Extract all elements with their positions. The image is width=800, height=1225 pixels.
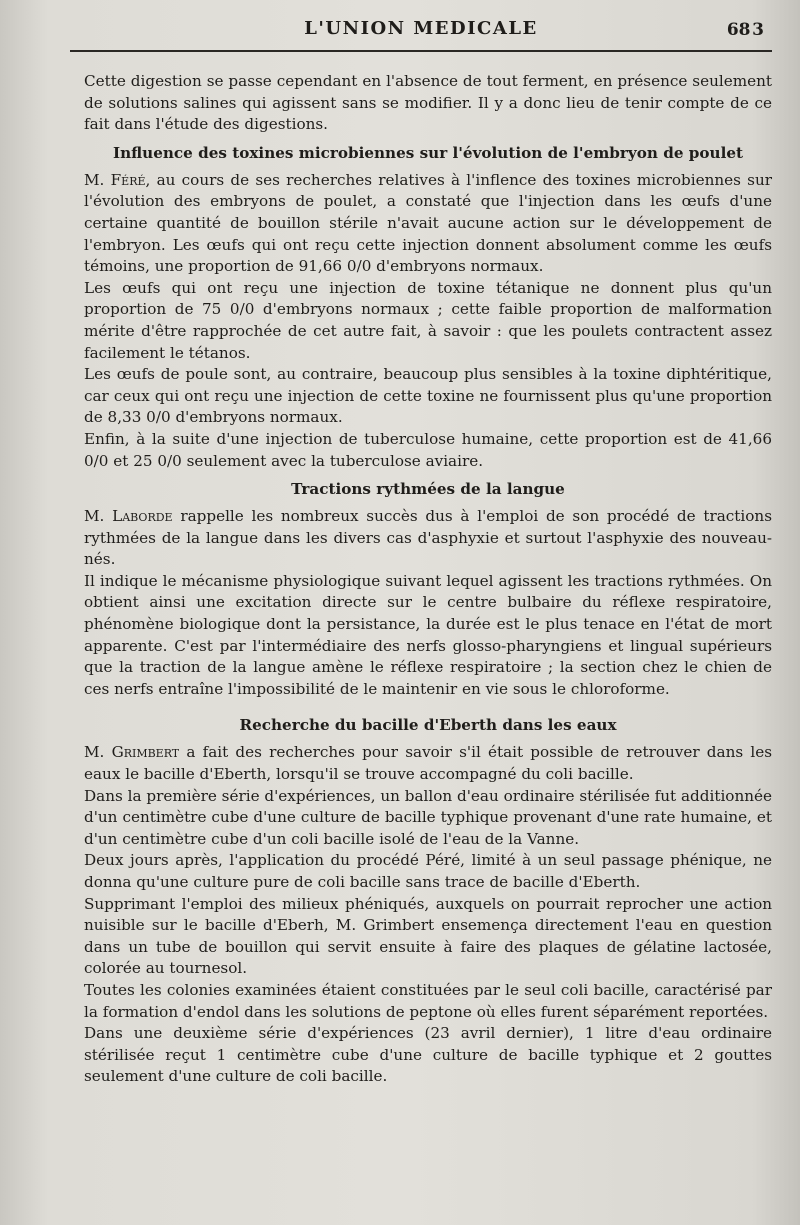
paragraph: Enfin, à la suite d'une injection de tuberculose humaine, cette proportion est de 41,66 0/0 et 25 0/0 seulement avec la tuberculose aviaire.: [84, 429, 772, 470]
paragraph: Dans une deuxième série d'expériences (23 avril dernier), 1 litre d'eau ordinaire stérilisée reçut 1 centimètre cube d'une culture de bacille typhique et 2 gouttes seulement d'une culture de coli bacille.: [84, 1024, 772, 1086]
paragraph: Il indique le mécanisme physiologique suivant lequel agissent les tractions rythmées. On obtient ainsi une excitation directe sur le centre bulbaire du réflexe respiratoire, phénomène biologique dont la persistance, la durée est le plus tenace en l'état de mort apparente. C'est par l'intermédiaire des nerfs glosso-pharyngiens et lingual supérieurs que la traction de la langue amène le réflexe respiratoire ; la section chez le chien de ces nerfs entraîne l'impossibilité de le maintenir en vie sous le chloroforme.: [84, 571, 772, 698]
paragraph: [84, 506, 772, 571]
article-body: [84, 71, 772, 1088]
author-name: M. Grimbert: [84, 743, 180, 762]
section-heading-toxines: Influence des toxines microbiennes sur l'évolution de l'embryon de poulet: [112, 143, 744, 162]
paragraph: Supprimant l'emploi des milieux phéniqués, auxquels on pourrait reprocher une action nuisible sur le bacille d'Eberh, M. Grimbert ensemença directement l'eau en question dans un tube de bouillon qui servit ensuite à faire des plaques de gélatine lactosée, colorée au tournesol.: [84, 894, 772, 978]
intro-paragraph: Cette digestion se passe cependant en l'absence de tout ferment, en présence seulement de solutions salines qui agissent sans se modifier. Il y a donc lieu de tenir compte de ce fait dans l'étude des digestions.: [84, 72, 772, 134]
paragraph: Dans la première série d'expériences, un ballon d'eau ordinaire stérilisée fut additionnée d'un centimètre cube d'une culture de bacille typhique provenant d'une rate humaine, et d'un centimètre cube d'un coli bacille isolé de l'eau de la Vanne.: [84, 786, 772, 848]
paragraph-text: au cours de ses recherches relatives à l'inflence des toxines microbiennes sur l'évolution des embryons de poulet, a constaté que l'injection dans les œufs d'une certaine quantité de bouillon stérile n'avait aucune action sur le développement de l'embryon. Les œufs qui ont reçu cette injection donnent absolument comme les œufs témoins, une proportion de 91,66 0/0 d'embryons normaux.: [84, 170, 772, 276]
paragraph-text: a fait des recherches pour savoir s'il était possible de retrouver dans les eaux le bacille d'Eberth, lorsqu'il se trouve accompagné du coli bacille.: [84, 743, 772, 784]
paragraph: Les œufs qui ont reçu une injection de toxine tétanique ne donnent plus qu'un proportion de 75 0/0 d'embryons normaux ; cette faible proportion de malformation mérite d'être rapprochée de cet autre fait, à savoir : que les poulets contractent assez facilement le tétanos.: [84, 278, 772, 362]
author-name: M. Féré,: [84, 170, 151, 189]
paragraph: [84, 170, 772, 278]
paragraph: Toutes les colonies examinées étaient constituées par le seul coli bacille, caractérisé par la formation d'endol dans les solutions de peptone où elles furent séparément reportées.: [84, 980, 772, 1021]
paragraph: Les œufs de poule sont, au contraire, beaucoup plus sensibles à la toxine diphtéritique, car ceux qui ont reçu une injection de cette toxine ne fournissent plus qu'une proportion de 8,33 0/0 d'embryons normaux.: [84, 365, 772, 427]
page-header: [70, 14, 772, 52]
author-name: M. Laborde: [84, 507, 173, 526]
paragraph: Deux jours après, l'application du procédé Péré, limité à un seul passage phénique, ne donna qu'une culture pure de coli bacille sans trace de bacille d'Eberth.: [84, 851, 772, 891]
section-heading-eberth: Recherche du bacille d'Eberth dans les eaux: [239, 716, 617, 735]
running-title: L'UNION MEDICALE: [304, 18, 538, 39]
paragraph-text: rappelle les nombreux succès dus à l'emploi de son procédé de tractions rythmées de la langue dans les divers cas d'asphyxie et surtout l'asphyxie des nouveau-nés.: [84, 507, 772, 569]
section-heading-tractions: Tractions rythmées de la langue: [291, 480, 565, 499]
paragraph: [84, 742, 772, 785]
page-number: 68 3: [726, 20, 764, 40]
